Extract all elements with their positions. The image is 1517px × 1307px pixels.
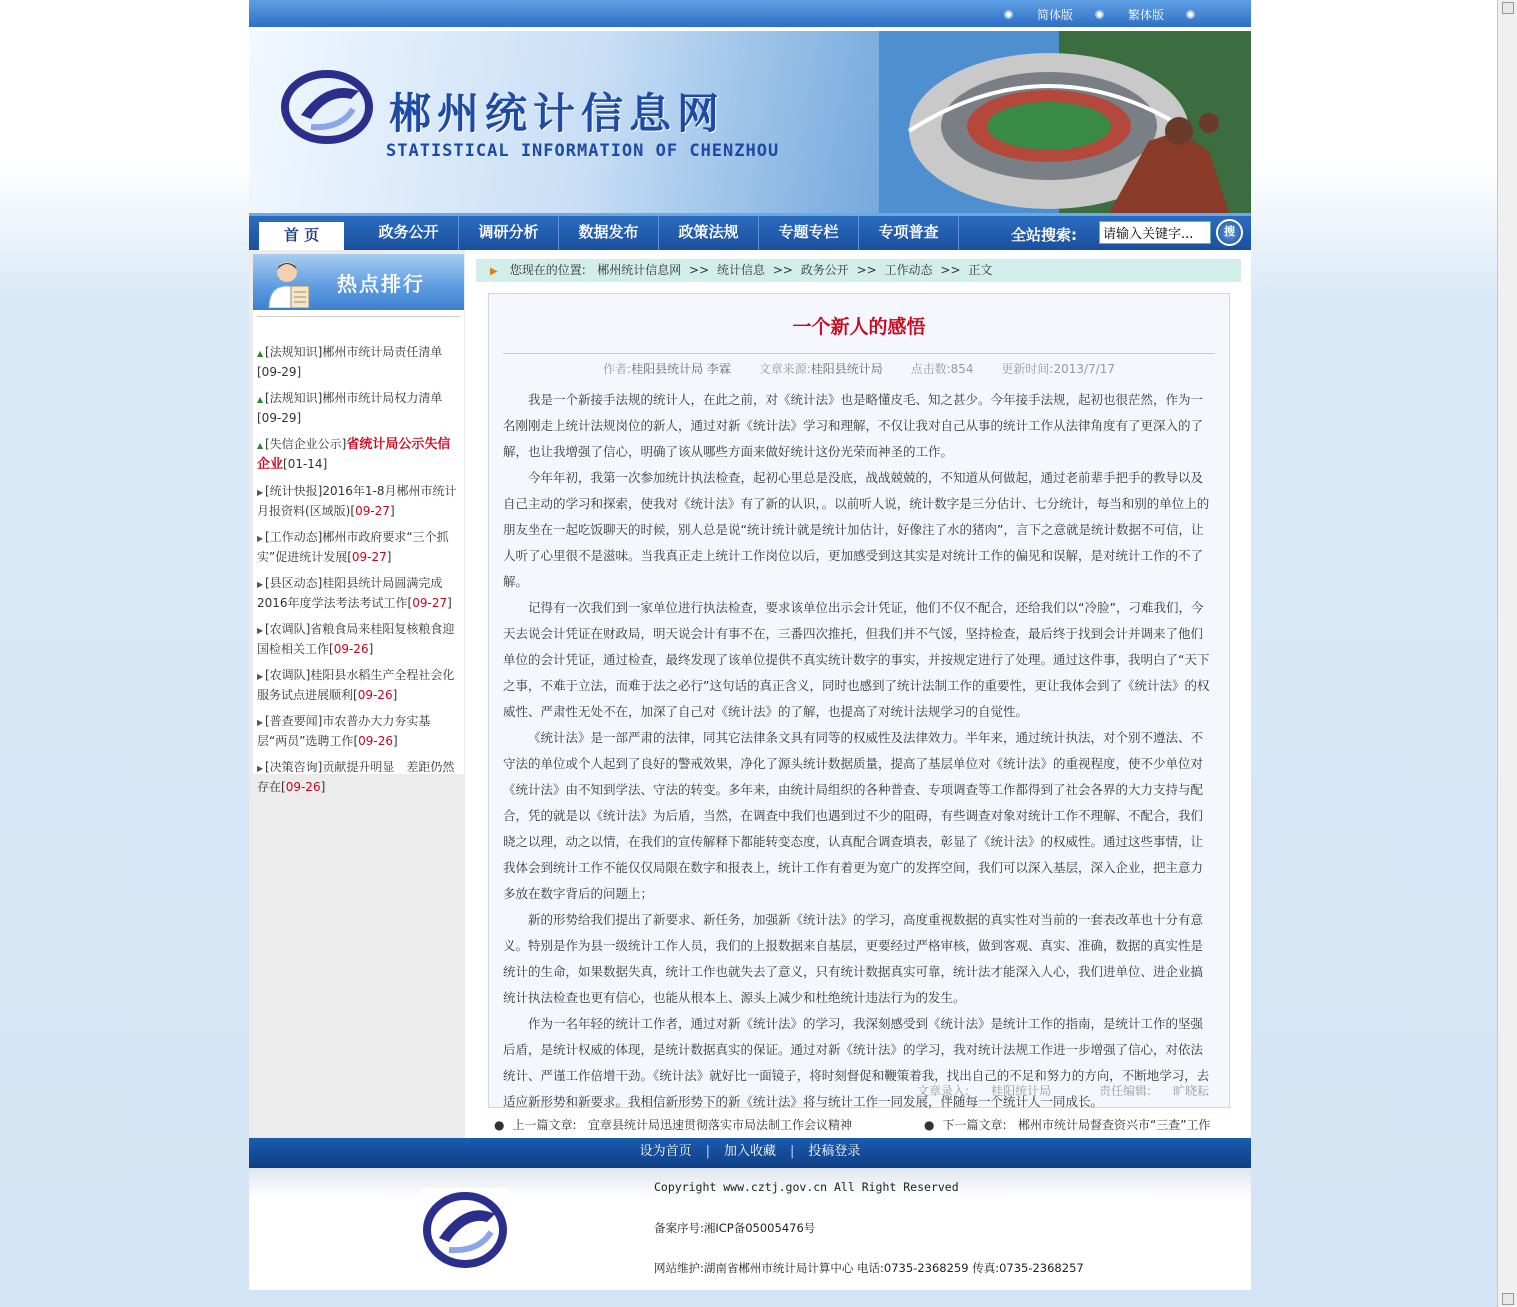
hot-ranking-item[interactable] [257,435,460,474]
next-article-label: 下一篇文章: [942,1118,1007,1132]
item-title-link[interactable]: 省粮食局来桂阳复核粮食迎国检相关工作 [257,622,455,656]
item-date: 09-27 [351,550,387,564]
breadcrumb-prefix: 您现在的位置: [509,263,586,277]
prev-article-label: 上一篇文章: [512,1118,577,1132]
divider [503,353,1215,354]
breadcrumb-separator: >> [940,263,961,277]
item-category: [普查要闻] [265,714,323,728]
simplified-chinese-link[interactable]: 简体版 [1036,8,1073,22]
arrow-right-icon: ▶ [257,764,264,773]
hot-ranking-header [253,254,464,310]
item-date: 09-27 [355,504,390,518]
stadium-photo [879,31,1251,213]
site-logo [281,69,373,145]
hot-ranking-title: 热点排行 [337,272,425,296]
hot-ranking-item[interactable] [257,343,460,381]
article-body [489,377,1229,1115]
arrow-right-icon: ▶ [490,266,498,277]
arrow-right-icon: ▶ [257,626,264,635]
next-article-link[interactable]: 郴州市统计局督查资兴市“三查”工作 [1017,1118,1211,1132]
footer-info [654,1180,1084,1300]
nav-special-topics[interactable]: 专题专栏 [759,216,859,250]
item-title-link[interactable]: 市农普办大力夯实基层“两员”选聘工作 [257,714,431,748]
divider: | [705,1144,710,1159]
item-title-link[interactable]: 2016年1-8月郴州市统计月报资料(区域版) [257,484,457,518]
item-title-link[interactable]: 桂阳县统计局圆满完成2016年度学法考法考试工作 [257,576,443,610]
arrow-right-icon: ▶ [257,488,264,497]
breadcrumb [476,259,1241,282]
item-date: 09-27 [412,596,448,610]
breadcrumb-separator: >> [772,263,793,277]
editor-label: 责任编辑: [1098,1084,1151,1098]
footer-nav [249,1138,1251,1168]
nav-research-analysis[interactable]: 调研分析 [459,216,559,250]
breadcrumb-link[interactable]: 政务公开 [800,263,849,277]
article-paragraph: 今年年初，我第一次参加统计执法检查，起初心里总是没底，战战兢兢的，不知道从何做起，通过老前辈手把手的教导以及自己主动的学习和探索，使我对《统计法》有了新的认识，。以前听人说，统计数字是三分估计、七分统计，每当和别的单位上的朋友坐在一起吃饭聊天的时候，别人总是说“统计统计就是统计加估计，好像注了水的猪肉”，言下之意就是统计数据不可信，让人听了心里很不是滋味。当我真正走上统计工作岗位以后，更加感受到这其实是对统计工作的偏见和误解，是对统计工作的不了解。 [503,470,1210,589]
user-avatar-icon [265,258,315,308]
bullet-icon [1095,10,1104,19]
item-category: [农调队] [265,668,311,682]
item-title-link[interactable]: 桂阳县水稻生产全程社会化服务试点进展顺利 [257,668,455,702]
footer [249,1168,1251,1290]
item-category: [法规知识] [265,391,323,405]
prev-article-link[interactable]: 宜章县统计局迅速贯彻落实市局法制工作会议精神 [587,1118,852,1132]
hot-ranking-item[interactable]: ▶ [农调队]省粮食局来桂阳复核粮食迎国检相关工作[09-26] [257,622,455,656]
triangle-up-icon: ▲ [257,441,264,450]
breadcrumb-separator: >> [856,263,877,277]
article-meta [489,360,1229,377]
search-button[interactable]: 搜 [1216,219,1243,246]
item-category: [农调队] [265,622,311,636]
window-scrollbar[interactable] [1497,0,1517,1307]
hot-ranking-item[interactable]: ▶ [农调队]桂阳县水稻生产全程社会化服务试点进展顺利[09-26] [257,668,455,702]
search-input[interactable] [1099,221,1211,244]
icp-number: 湘ICP备05005476号 [703,1221,816,1235]
item-date: [09-29] [257,411,302,425]
page-container [249,0,1251,1290]
arrow-right-icon: ▶ [257,718,264,727]
footer-logo [421,1188,509,1270]
breadcrumb-link[interactable]: 郴州统计信息网 [597,263,682,277]
top-bar [249,0,1251,27]
site-title-cn: 郴州统计信息网 [389,89,726,138]
item-category: [统计快报] [265,484,323,498]
hits-label: 点击数: [910,362,951,376]
traditional-chinese-link[interactable]: 繁体版 [1127,8,1164,22]
nav-data-release[interactable]: 数据发布 [559,216,659,250]
arrow-right-icon: ▶ [257,534,264,543]
article-paragraph: 新的形势给我们提出了新要求、新任务，加强新《统计法》的学习，高度重视数据的真实性对当前的一套表改革也十分有意义。特别是作为县一级统计工作人员，我们的上报数据来自基层，更要经过严格审核，做到客观、真实、准确，数据的真实性是统计的生命，如果数据失真，统计工作也就失去了意义，只有统计数据真实可靠，统计法才能深入人心，我们进单位、进企业搞统计执法检查也更有信心，也能从根本上、源头上减少和杜绝统计违法行为的发生。 [503,912,1204,1005]
item-date: 09-26 [333,642,369,656]
nav-government-affairs[interactable]: 政务公开 [359,216,459,250]
breadcrumb-separator: >> [689,263,710,277]
bullet-icon: ● [494,1118,505,1132]
set-homepage-link[interactable]: 设为首页 [639,1144,692,1159]
item-title-link[interactable]: 郴州市政府要求“三个抓实”促进统计发展 [257,530,449,564]
sidebar [249,250,465,1138]
article-title: 一个新人的感悟 [792,316,926,338]
item-category: [决策咨询] [265,760,323,774]
hot-ranking-box [253,254,464,794]
arrow-right-icon: ▶ [257,580,264,589]
item-title-link[interactable]: 郴州市统计局责任清单 [322,345,443,359]
article-paragraph: 我是一个新接手法规的统计人，在此之前，对《统计法》也是略懂皮毛、知之甚少。今年接手法规，起初也很茫然，作为一名刚刚走上统计法规岗位的新人，通过对新《统计法》学习和理解，不仅让我对自己从事的统计工作从法律角度有了更深入的了解，也让我增强了信心，明确了该从哪些方面来做好统计这份光荣而神圣的工作。 [503,392,1204,459]
breadcrumb-current: 正文 [968,263,993,277]
updated-label: 更新时间: [1001,362,1054,376]
hot-ranking-list [257,316,460,796]
item-title-link[interactable]: 省统计局公示失信企业 [257,437,451,472]
article [488,293,1230,1108]
bullet-icon [1004,10,1013,19]
prev-article [494,1116,852,1133]
hits-count: 854 [950,362,974,376]
item-category: [工作动态] [265,530,323,544]
divider: | [790,1144,795,1159]
item-category: [法规知识] [265,345,323,359]
bullet-icon: ● [924,1118,935,1132]
next-article [924,1116,1210,1133]
submit-login-link[interactable]: 投稿登录 [808,1144,861,1159]
nav-items [259,216,959,250]
triangle-up-icon: ▲ [257,395,264,404]
article-paragraph: 记得有一次我们到一家单位进行执法检查，要求该单位出示会计凭证，他们不仅不配合，还给我们以“冷脸”，刁难我们，今天去说会计凭证在财政局，明天说会计有事不在，三番四次推托，但我们并不气馁，坚持检查，最后终于找到会计并调来了他们单位的会计凭证，通过检查，最终发现了该单位提供不真实统计数字的事实，并按规定进行了处理。通过这件事，我明白了“天下之事，不难于立法，而难于法之必行”这句话的真正含义，同时也感到了统计法制工作的重要性，更让我体会到了《统计法》的权威性、严肃性无处不在，加深了自己对《统计法》的了解，也提高了对统计法规学习的自觉性。 [503,600,1210,719]
item-category: [县区动态] [265,576,323,590]
source-label: 文章来源: [758,362,811,376]
bullet-icon [1186,10,1195,19]
item-title-link[interactable]: 郴州市统计局权力清单 [322,391,443,405]
updated-date: 2013/7/17 [1053,362,1115,376]
nav-home[interactable]: 首 页 [259,222,344,250]
editor-person: 旷晓耘 [1172,1084,1209,1098]
item-date: [01-14] [283,457,328,471]
item-date: 09-26 [357,688,393,702]
item-date: 09-26 [358,734,393,748]
item-date: [09-29] [257,365,302,379]
nav-policy-regulations[interactable]: 政策法规 [659,216,759,250]
author: 桂阳县统计局 李霖 [631,362,731,376]
language-switcher [1004,6,1195,23]
scroll-up-button[interactable] [1502,2,1514,14]
copyright: Copyright www.cztj.gov.cn All Right Reserved [654,1180,959,1194]
triangle-up-icon: ▲ [257,349,264,358]
icp-label: 备案序号: [654,1221,704,1235]
item-category: [失信企业公示] [265,437,347,451]
main-nav [249,213,1251,250]
article-paragraph: 作为一名年轻的统计工作者，通过对新《统计法》的学习，我深刻感受到《统计法》是统计工作的指南，是统计工作的坚强后盾，是统计权威的体现，是统计数据真实的保证。通过对新《统计法》的学习，我对统计法规工作进一步增强了信心，对依法统计、严谨工作倍增干劲。《统计法》就好比一面镜子，将时刻督促和鞭策着我，找出自己的不足和努力的方向，不断地学习，去适应新形势和新要求。我相信新形势下的新《统计法》将与统计工作一同发展，伴随每一个统计人一同成长。 [503,1016,1210,1109]
breadcrumb-link[interactable]: 统计信息 [716,263,765,277]
entry-label: 文章录入: [917,1084,970,1098]
source: 桂阳县统计局 [810,362,883,376]
author-label: 作者: [603,362,632,376]
hot-ranking-item[interactable]: ▶ [工作动态]郴州市政府要求“三个抓实”促进统计发展[09-27] [257,530,449,564]
add-favorite-link[interactable]: 加入收藏 [723,1144,776,1159]
site-banner [249,31,1251,213]
hot-ranking-item[interactable]: ▶ [统计快报]2016年1-8月郴州市统计月报资料(区域版)[09-27] [257,484,457,518]
maintainer-label: 网站维护: [654,1261,704,1275]
article-paragraph: 《统计法》是一部严肃的法律，同其它法律条文具有同等的权威性及法律效力。半年来，通过统计执法，对个别不遵法、不守法的单位或个人起到了良好的警戒效果，净化了源头统计数据质量，提高了基层单位对《统计法》的重视程度，使不少单位对《统计法》由不知到学法、守法的转变。多年来，由统计局组织的各种普查、专项调查等工作都得到了社会各界的大力支持与配合，凭的就是以《统计法》为后盾，当然，在调查中我们也遇到过不少的阻碍，有些调查对象对统计工作不理解、不配合，我们晓之以理，动之以情，在我们的宣传解释下都能转变态度，认真配合调查填表，彰显了《统计法》的权威性。通过这些事情，让我体会到统计工作不能仅仅局限在数字和报表上，统计工作有着更为宽广的发挥空间，我们可以深入基层，深入企业，把主意力多放在数字背后的问题上； [503,730,1204,901]
hot-ranking-item[interactable]: ▶ [决策咨询]贡献提升明显 差距仍然存在[09-26] [257,760,455,794]
nav-special-census[interactable]: 专项普查 [859,216,959,250]
breadcrumb-link[interactable]: 工作动态 [884,263,933,277]
maintainer-info: 湖南省郴州市统计局计算中心 电话:0735-2368259 传真:0735-2368257 [703,1261,1084,1275]
hot-ranking-item[interactable]: ▶ [普查要闻]市农普办大力夯实基层“两员”选聘工作[09-26] [257,714,431,748]
scroll-down-button[interactable] [1502,1293,1514,1305]
item-title-link[interactable]: 贡献提升明显 差距仍然存在 [257,760,455,794]
article-footer [873,1082,1209,1099]
item-date: 09-26 [285,780,321,794]
hot-ranking-item[interactable]: ▶ [县区动态]桂阳县统计局圆满完成2016年度学法考法考试工作[09-27] [257,576,452,610]
hot-ranking-item[interactable] [257,389,460,427]
entry-person: 桂阳统计局 [991,1084,1052,1098]
search-label: 全站搜索: [1011,226,1077,244]
arrow-right-icon: ▶ [257,672,264,681]
site-title-en: STATISTICAL INFORMATION OF CHENZHOU [386,141,780,161]
